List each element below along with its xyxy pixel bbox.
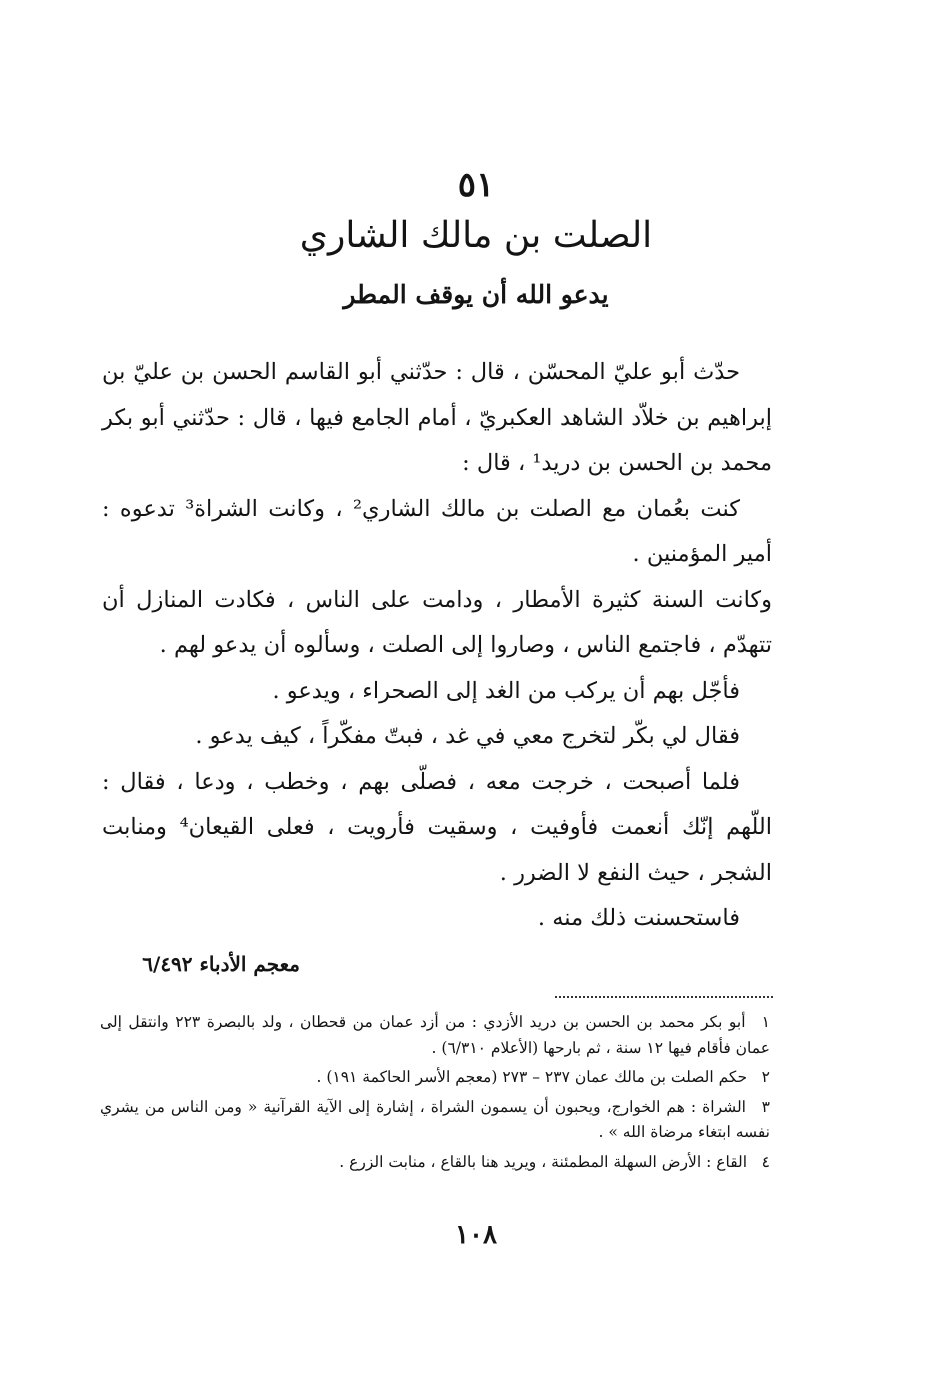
story-title: الصلت بن مالك الشاري xyxy=(299,215,653,256)
paragraph-approval: فاستحسنت ذلك منه . xyxy=(537,905,740,931)
footnote-number: ٤ xyxy=(761,1152,770,1171)
paragraph-delay: فأجّل بهم أن يركب من الغد إلى الصحراء ، ويدعو . xyxy=(272,677,740,704)
footnote xyxy=(100,1010,770,1061)
paragraph-isnad: حدّث أبو عليّ المحسّن ، قال : حدّثني أبو القاسم الحسن بن عليّ بن إبراهيم بن خلاّد الشاهد العكبريّ ، أمام الجامع فيها ، قال : حدّثني أبو بكر محمد بن الحسن بن دريد¹ ، قال : xyxy=(102,359,772,476)
footnote xyxy=(100,1150,770,1176)
footnote xyxy=(100,1065,770,1091)
story-body xyxy=(102,350,772,942)
footnote-divider xyxy=(555,996,773,998)
footnote-text: أبو بكر محمد بن الحسن بن دريد الأزدي : من أزد عمان من قحطان ، ولد بالبصرة ٢٢٣ وانتقل إلى عمان فأقام فيها ١٢ سنة ، ثم بارحها (الأعلام ٦/٣١٠) . xyxy=(100,1013,770,1057)
footnotes xyxy=(100,1010,770,1179)
footnote-number: ١ xyxy=(761,1013,770,1031)
page-number: ١٠٨ xyxy=(455,1220,497,1250)
chapter-number: ٥١ xyxy=(457,165,495,205)
footnote-text: القاع : الأرض السهلة المطمئنة ، ويريد هنا بالقاع ، منابت الزرع . xyxy=(339,1152,748,1171)
paragraph-prayer: فلما أصبحت ، خرجت معه ، فصلّى بهم ، وخطب ، ودعا ، فقال : اللّهم إنّك أنعمت فأوفيت ، وسقيت فأرويت ، فعلى القيعان⁴ ومنابت الشجر ، حيث النفع لا الضرر . xyxy=(102,768,772,886)
footnote-text: الشراة : هم الخوارج، ويحبون أن يسمون الشراة ، إشارة إلى الآية القرآنية « ومن الناس من يشري نفسه ابتغاء مرضاة الله » . xyxy=(100,1097,770,1141)
footnote-text: حكم الصلت بن مالك عمان ٢٣٧ – ٢٧٣ (معجم الأسر الحاكمة ١٩١) . xyxy=(316,1068,748,1086)
footnote xyxy=(100,1095,770,1146)
paragraph-bakr: فقال لي بكّر لتخرج معي في غد ، فبتّ مفكّراً ، كيف يدعو . xyxy=(195,723,740,749)
story-subtitle: يدعو الله أن يوقف المطر xyxy=(343,280,609,309)
paragraph-oman: كنت بعُمان مع الصلت بن مالك الشاري² ، وكانت الشراة³ تدعوه : أمير المؤمنين . xyxy=(102,495,772,567)
paragraph-rain: وكانت السنة كثيرة الأمطار ، ودامت على الناس ، فكادت المنازل أن تتهدّم ، فاجتمع الناس ، وصاروا إلى الصلت ، وسألوه أن يدعو لهم . xyxy=(102,586,772,658)
footnote-number: ٣ xyxy=(761,1097,770,1116)
footnote-number: ٢ xyxy=(761,1068,770,1086)
source-reference: معجم الأدباء ٦/٤٩٢ xyxy=(142,952,300,976)
